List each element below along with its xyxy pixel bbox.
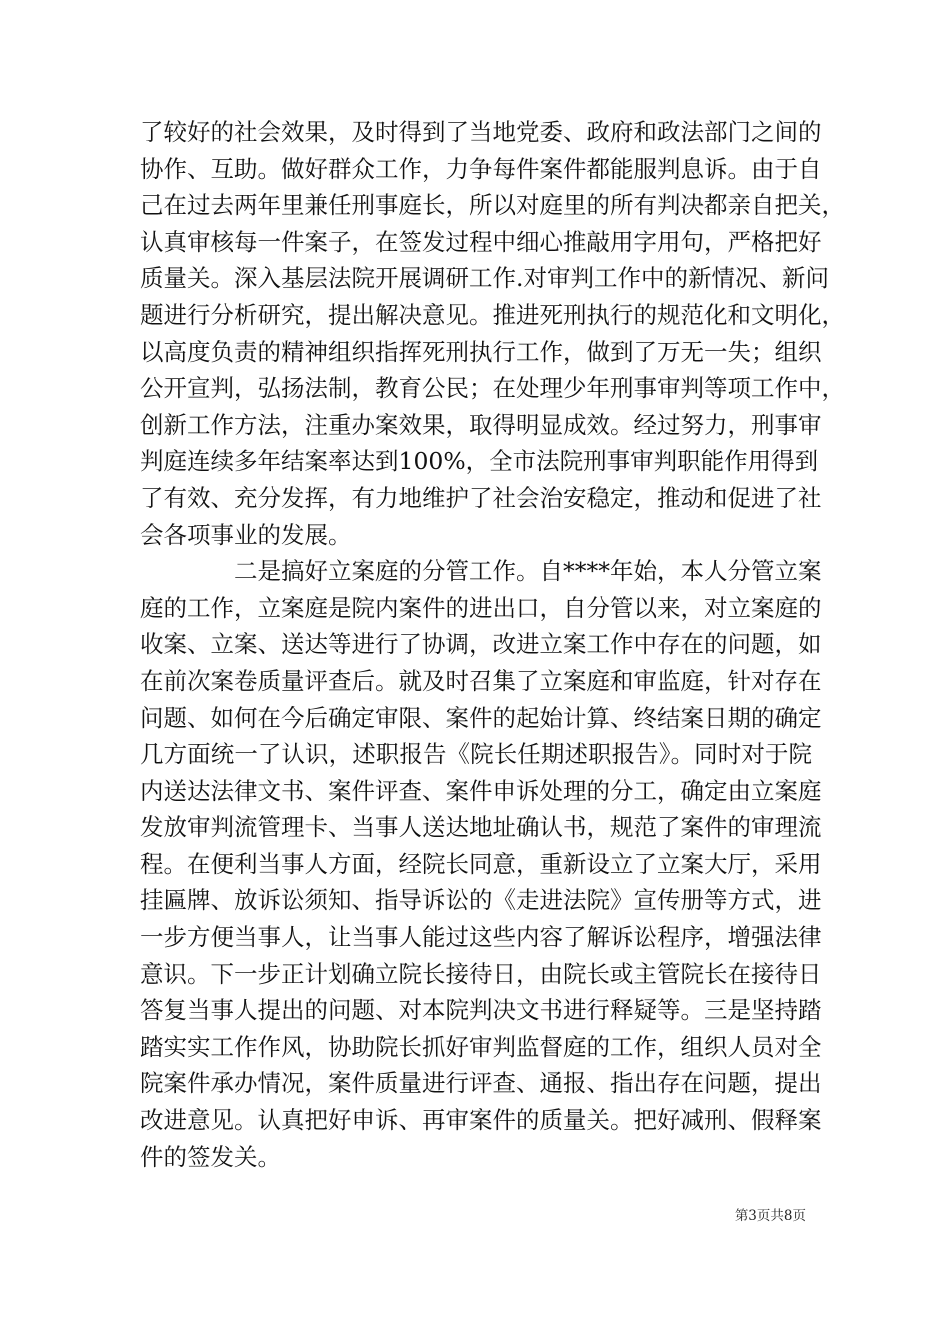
text-line: 会各项事业的发展。 xyxy=(140,520,352,549)
text-line: 了较好的社会效果，及时得到了当地党委、政府和政法部门之间的 xyxy=(140,118,822,146)
page-number-footer: 第3页共8页 xyxy=(734,1208,806,1224)
text-line: 内送达法律文书、案件评查、案件申诉处理的分工，确定由立案庭 xyxy=(140,776,822,805)
document-body xyxy=(140,114,845,1175)
text-line: 件的签发关。 xyxy=(140,1142,281,1171)
text-line: 改进意见。认真把好申诉、再审案件的质量关。把好减刑、假释案 xyxy=(140,1106,822,1135)
text-line: 踏实实工作作风，协助院长抓好审判监督庭的工作，组织人员对全 xyxy=(140,1032,822,1061)
text-line: 判庭连续多年结案率达到100%，全市法院刑事审判职能作用得到 xyxy=(140,447,819,476)
text-line: 意识。下一步正计划确立院长接待日，由院长或主管院长在接待日 xyxy=(140,959,822,988)
text-line: 发放审判流管理卡、当事人送达地址确认书，规范了案件的审理流 xyxy=(140,813,822,842)
text-line: 挂匾牌、放诉讼须知、指导诉讼的《走进法院》宣传册等方式，进 xyxy=(140,886,822,915)
text-line: 了有效、充分发挥，有力地维护了社会治安稳定，推动和促进了社 xyxy=(140,483,822,512)
text-line: 问题、如何在今后确定审限、案件的起始计算、终结案日期的确定 xyxy=(140,703,822,732)
text-line: 己在过去两年里兼任刑事庭长，所以对庭里的所有判决都亲自把关， xyxy=(140,191,845,220)
text-line: 答复当事人提出的问题、对本院判决文书进行释疑等。三是坚持踏 xyxy=(140,996,822,1025)
text-line: 在前次案卷质量评查后。就及时召集了立案庭和审监庭，针对存在 xyxy=(140,666,822,695)
text-line: 协作、互助。做好群众工作，力争每件案件都能服判息诉。由于自 xyxy=(140,154,822,183)
text-line: 二是搞好立案庭的分管工作。自****年始，本人分管立案 xyxy=(234,557,822,586)
text-line: 一步方便当事人，让当事人能过这些内容了解诉讼程序，增强法律 xyxy=(140,923,822,952)
text-line: 程。在便利当事人方面，经院长同意，重新设立了立案大厅，采用 xyxy=(140,849,822,878)
text-line: 收案、立案、送达等进行了协调，改进立案工作中存在的问题，如 xyxy=(140,630,822,659)
text-line: 以高度负责的精神组织指挥死刑执行工作，做到了万无一失；组织 xyxy=(140,337,822,366)
text-line: 质量关。深入基层法院开展调研工作.对审判工作中的新情况、新问 xyxy=(140,264,829,293)
text-line: 庭的工作，立案庭是院内案件的进出口，自分管以来，对立案庭的 xyxy=(140,593,822,622)
text-line: 院案件承办情况，案件质量进行评查、通报、指出存在问题，提出 xyxy=(140,1069,822,1098)
text-line: 创新工作方法，注重办案效果，取得明显成效。经过努力，刑事审 xyxy=(140,410,822,439)
text-line: 认真审核每一件案子，在签发过程中细心推敲用字用句，严格把好 xyxy=(140,227,822,256)
text-line: 题进行分析研究，提出解决意见。推进死刑执行的规范化和文明化， xyxy=(140,300,845,329)
text-line: 公开宣判，弘扬法制，教育公民；在处理少年刑事审判等项工作中， xyxy=(140,374,845,403)
text-line: 几方面统一了认识，述职报告《院长任期述职报告》。同时对于院 xyxy=(140,740,812,769)
